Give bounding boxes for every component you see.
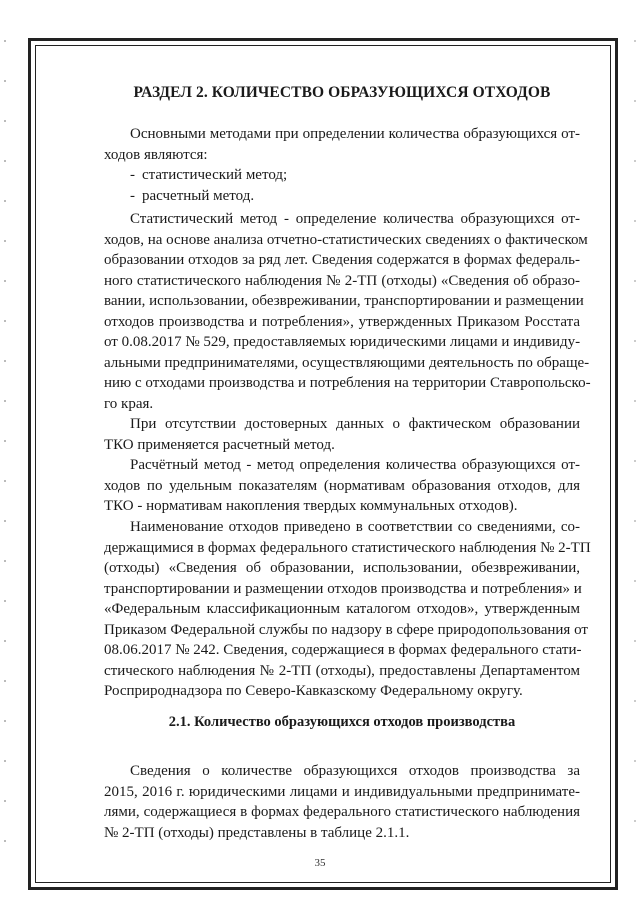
text-line: вании, использовании, обезвреживании, транспортировании и размещении (104, 293, 584, 309)
text-line: Росприроднадзора по Северо-Кавказскому Федеральному округу. (104, 683, 523, 699)
intro-paragraph (104, 124, 580, 206)
subsection-heading: 2.1. Количество образующихся отходов производства (168, 714, 516, 730)
calculation-method-paragraph (104, 455, 580, 517)
bullet-dash: - (130, 167, 135, 183)
text-line: ходов являются: (104, 146, 208, 163)
text-line: Сведения о количестве образующихся отходов производства за (130, 763, 580, 779)
list-item (104, 186, 580, 207)
text-line: (отходы) «Сведения об образовании, использовании, обезвреживании, (104, 560, 580, 576)
text-line: Приказом Федеральной службы по надзору в сфере природопользования от (104, 621, 588, 638)
text-line: от 0.08.2017 № 529, предоставляемых юридическими лицами и индивиду- (104, 334, 581, 350)
section-heading: РАЗДЕЛ 2. КОЛИЧЕСТВО ОБРАЗУЮЩИХСЯ ОТХОДОВ (133, 84, 551, 101)
text-line: ходов, на основе анализа отчетно-статистических сведениях о фактическом (104, 231, 588, 248)
text-line: ТКО применяется расчетный метод. (104, 436, 335, 453)
text-line: нию с отходами производства и потребления на территории Ставропольско- (104, 375, 591, 391)
text-line: транспортировании и размещении отходов производства и потребления» и (104, 580, 582, 597)
text-line: 08.06.2017 № 242. Сведения, содержащиеся в формах федерального стати- (104, 642, 582, 658)
text-line: ходов по удельным показателям (нормативам образования отходов, для (104, 477, 580, 494)
text-line: Основными методами при определении количества образующихся от- (130, 126, 580, 142)
text-line: Статистический метод - определение количества образующихся от- (130, 211, 580, 227)
production-waste-paragraph (104, 761, 580, 843)
text-line: «Федеральным классификационным каталогом отходов», утвержденным (104, 601, 580, 617)
absence-paragraph (104, 414, 580, 455)
list-item-text: расчетный метод. (142, 187, 255, 204)
scan-edge-right (634, 40, 636, 880)
text-line: Наименование отходов приведено в соответствии со сведениями, со- (130, 519, 580, 535)
list-item (104, 165, 580, 186)
text-line: Расчётный метод - метод определения количества образующихся от- (130, 457, 580, 473)
text-line: лями, содержащиеся в формах федерального статистического наблюдения (104, 804, 580, 820)
text-line: При отсутствии достоверных данных о фактическом образовании (130, 416, 580, 432)
page-number: 35 (314, 857, 326, 869)
bullet-dash: - (130, 187, 135, 204)
text-line: № 2-ТП (отходы) представлены в таблице 2.1.1. (104, 824, 410, 841)
text-line: держащимися в формах федерального статистического наблюдения № 2-ТП (104, 539, 591, 556)
waste-names-paragraph (104, 517, 591, 702)
text-line: ТКО - нормативам накопления твердых коммунальных отходов). (104, 498, 518, 514)
text-line: ного статистического наблюдения № 2-ТП (отходы) «Сведения об образо- (104, 272, 580, 289)
text-line: отходов производства и потребления», утвержденных Приказом Росстата (104, 313, 580, 330)
list-item-text: статистический метод; (142, 167, 288, 183)
scan-edge-left (4, 40, 6, 880)
statistical-method-paragraph (104, 209, 591, 414)
text-line: 2015, 2016 г. юридическими лицами и индивидуальными предпринимате- (104, 783, 580, 800)
text-line: образовании отходов за ряд лет. Сведения содержатся в формах федераль- (104, 252, 580, 268)
text-line: стического наблюдения № 2-ТП (отходы), предоставлены Департаментом (104, 662, 580, 679)
text-line: альными предпринимателями, осуществляющими деятельность по обраще- (104, 354, 590, 371)
text-line: го края. (104, 395, 154, 412)
